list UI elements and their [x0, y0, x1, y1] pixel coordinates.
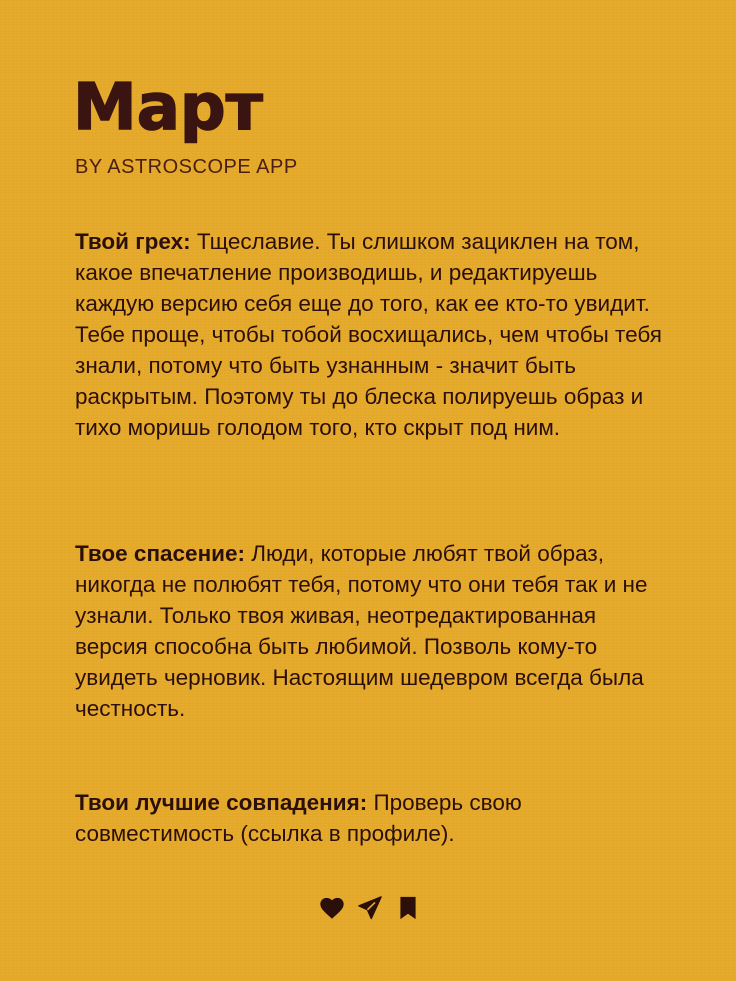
section-matches-text: Проверь свою совместимость (ссылка в профиле). [75, 790, 522, 846]
section-sin-text: Тщеславие. Ты слишком зациклен на том, какое впечатление производишь, и редактируешь каждую версию себя еще до того, как ее кто-то увидит. Тебе проще, чтобы тобой восхищались, чем чтобы тебя знали, потому что быть узнанным - значит быть раскрытым. Поэтому ты до блеска полируешь образ и тихо моришь голодом того, кто скрыт под ним. [75, 229, 662, 440]
page-subtitle: BY ASTROSCOPE APP [75, 156, 298, 178]
bookmark-icon[interactable] [394, 894, 422, 922]
section-sin-label: Твой грех: [75, 229, 191, 254]
heart-icon[interactable] [318, 894, 346, 922]
section-matches-label: Твои лучшие совпадения: [75, 790, 368, 815]
action-bar [318, 894, 422, 922]
page-title: Март [73, 71, 263, 145]
section-sin [75, 226, 665, 443]
section-salvation-label: Твое спасение: [75, 541, 246, 566]
section-matches [75, 787, 665, 849]
section-salvation-text: Люди, которые любят твой образ, никогда не полюбят тебя, потому что они тебя так и не узнали. Только твоя живая, неотредактированная версия способна быть любимой. Позволь кому-то увидеть черновик. Настоящим шедевром всегда была честность. [75, 541, 648, 721]
send-icon[interactable] [356, 894, 384, 922]
section-salvation [75, 538, 665, 724]
